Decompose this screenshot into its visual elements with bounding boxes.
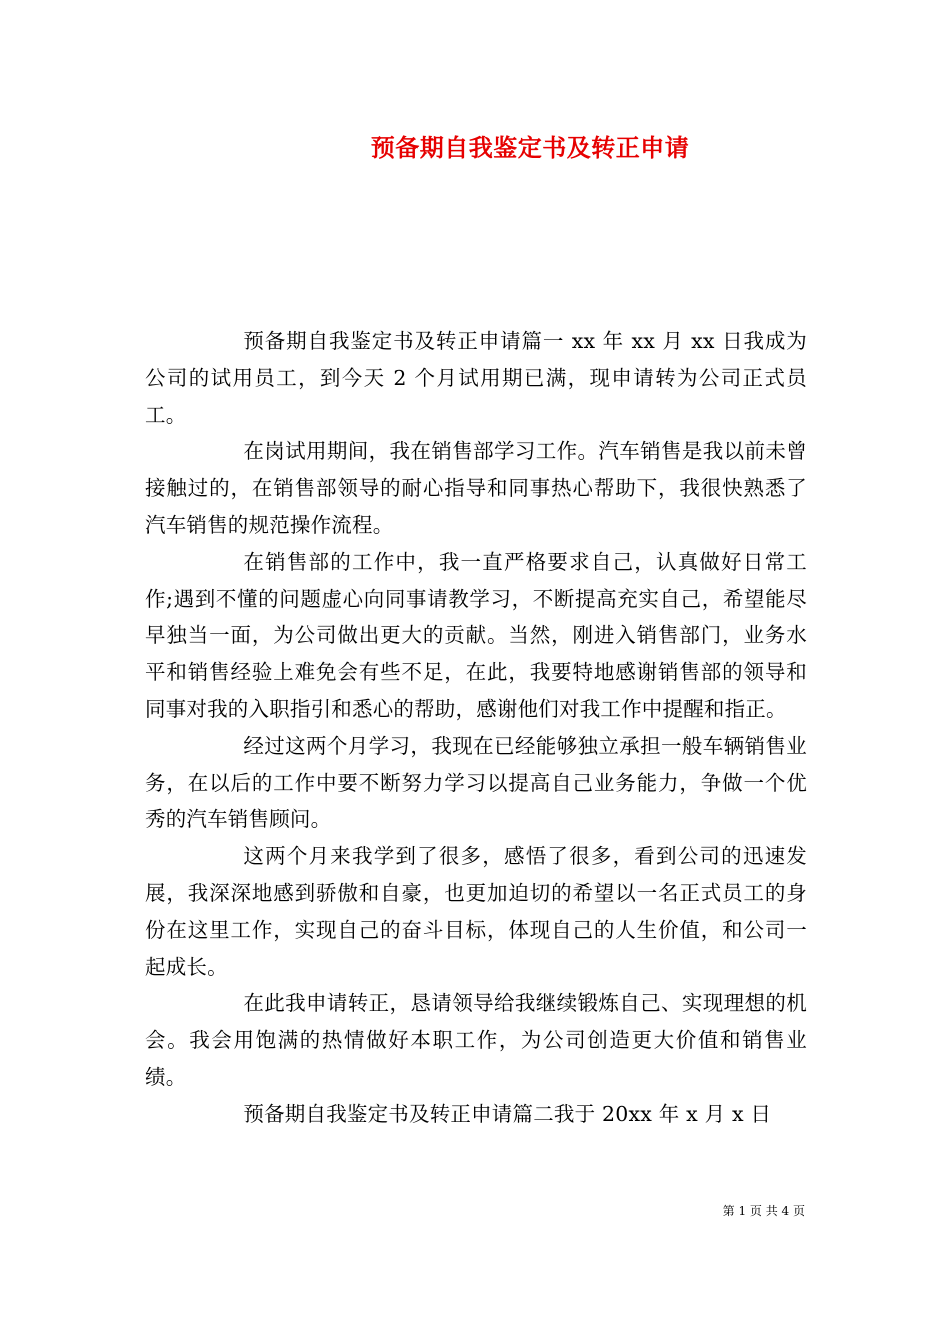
paragraph-3: 在销售部的工作中，我一直严格要求自己，认真做好日常工作;遇到不懂的问题虚心向同事请教学习，不断提高充实自己，希望能尽早独当一面，为公司做出更大的贡献。当然，刚进入销售部门，业务水平和销售经验上难免会有些不足，在此，我要特地感谢销售部的领导和同事对我的入职指引和悉心的帮助，感谢他们对我工作中提醒和指正。 [145,549,807,721]
paragraph-7: 预备期自我鉴定书及转正申请篇二我于 20xx 年 x 月 x 日 [243,1101,772,1126]
paragraph-6: 在此我申请转正，恳请领导给我继续锻炼自己、实现理想的机会。我会用饱满的热情做好本职工作，为公司创造更大价值和销售业绩。 [145,991,807,1089]
paragraph-2: 在岗试用期间，我在销售部学习工作。汽车销售是我以前未曾接触过的，在销售部领导的耐心指导和同事热心帮助下，我很快熟悉了汽车销售的规范操作流程。 [145,439,807,537]
paragraph-5: 这两个月来我学到了很多，感悟了很多，看到公司的迅速发展，我深深地感到骄傲和自豪，也更加迫切的希望以一名正式员工的身份在这里工作，实现自己的奋斗目标，体现自己的人生价值，和公司一起成长。 [145,844,807,979]
document-body [145,323,807,1133]
page-number-footer: 第 1 页 共 4 页 [722,1204,805,1218]
paragraph-4: 经过这两个月学习，我现在已经能够独立承担一般车辆销售业务，在以后的工作中要不断努力学习以提高自己业务能力，争做一个优秀的汽车销售顾问。 [145,733,807,832]
document-title: 预备期自我鉴定书及转正申请 [370,133,690,162]
paragraph-1: 预备期自我鉴定书及转正申请篇一 xx 年 xx 月 xx 日我成为公司的试用员工，到今天 2 个月试用期已满，现申请转为公司正式员工。 [145,329,807,427]
